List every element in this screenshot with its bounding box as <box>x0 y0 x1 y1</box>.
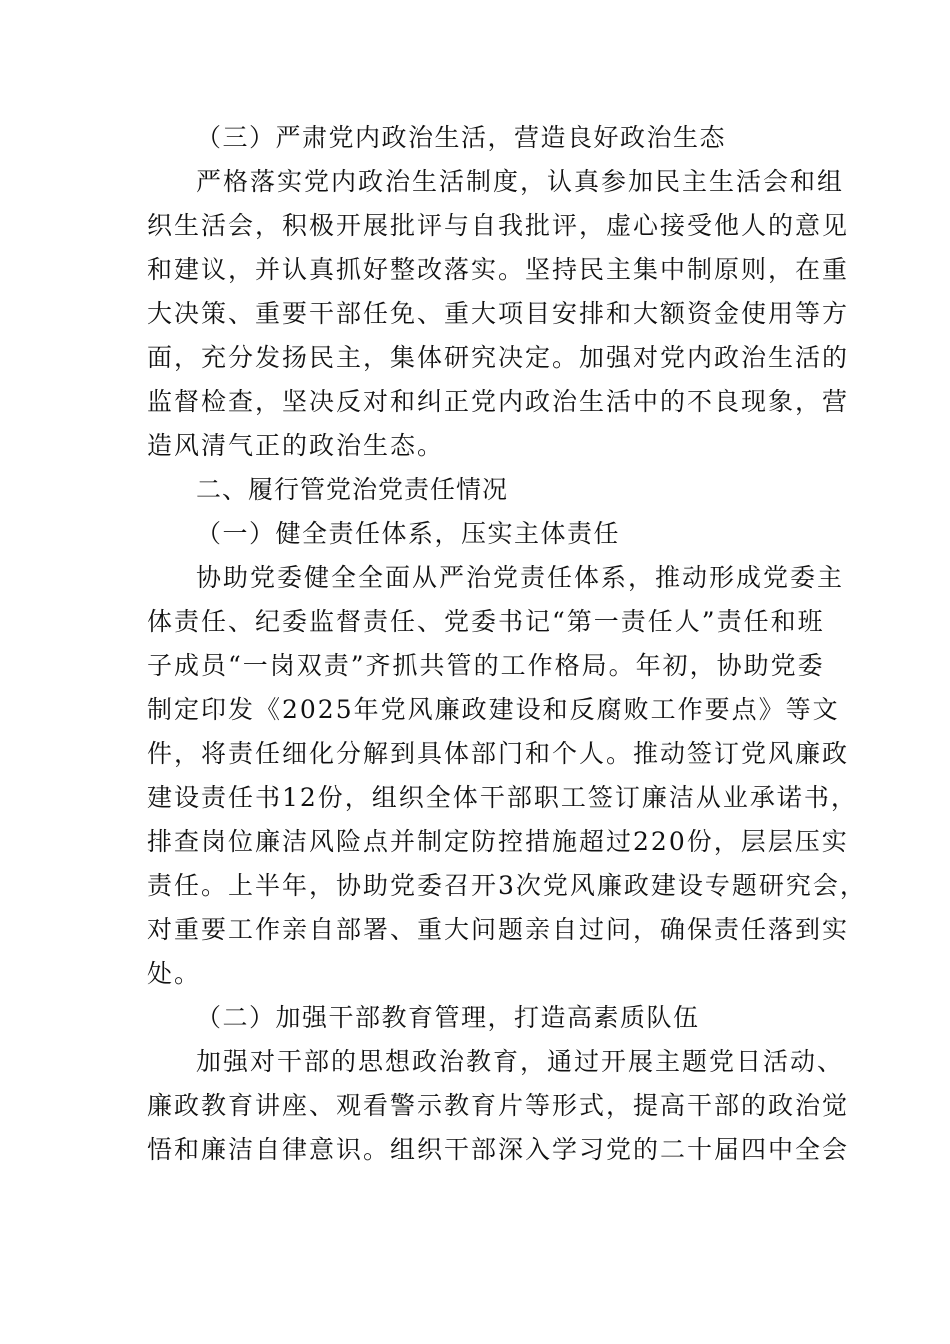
paragraph-line: 对重要工作亲自部署、重大问题亲自过问，确保责任落到实 <box>147 915 850 944</box>
subheading-1: （一）健全责任体系，压实主体责任 <box>196 519 621 548</box>
paragraph-line: 排查岗位廉洁风险点并制定防控措施超过220份，层层压实 <box>147 827 849 856</box>
paragraph-line: 悟和廉洁自律意识。组织干部深入学习党的二十届四中全会 <box>147 1135 850 1164</box>
paragraph-line: 处。 <box>147 959 202 988</box>
paragraph-line: 严格落实党内政治生活制度，认真参加民主生活会和组 <box>196 167 845 196</box>
subheading-3: （三）严肃党内政治生活，营造良好政治生态 <box>196 123 727 152</box>
paragraph-line: 建设责任书12份，组织全体干部职工签订廉洁从业承诺书， <box>147 783 858 812</box>
paragraph-line: 廉政教育讲座、观看警示教育片等形式，提高干部的政治觉 <box>147 1091 850 1120</box>
paragraph-line: 责任。上半年，协助党委召开3次党风廉政建设专题研究会， <box>147 871 867 900</box>
subheading-2: （二）加强干部教育管理，打造高素质队伍 <box>196 1003 700 1032</box>
paragraph-line: 制定印发《2025年党风廉政建设和反腐败工作要点》等文 <box>147 695 840 724</box>
paragraph-line: 大决策、重要干部任免、重大项目安排和大额资金使用等方 <box>147 299 850 328</box>
section-heading: 二、履行管党治党责任情况 <box>196 475 509 504</box>
paragraph-line: 体责任、纪委监督责任、党委书记“第一责任人”责任和班 <box>147 607 825 636</box>
paragraph-line: 造风清气正的政治生态。 <box>147 431 445 460</box>
paragraph-line: 件，将责任细化分解到具体部门和个人。推动签订党风廉政 <box>147 739 850 768</box>
paragraph-line: 协助党委健全全面从严治党责任体系，推动形成党委主 <box>196 563 845 592</box>
paragraph-line: 加强对干部的思想政治教育，通过开展主题党日活动、 <box>196 1047 845 1076</box>
paragraph-line: 和建议，并认真抓好整改落实。坚持民主集中制原则，在重 <box>147 255 850 284</box>
paragraph-line: 监督检查，坚决反对和纠正党内政治生活中的不良现象，营 <box>147 387 850 416</box>
paragraph-line: 面，充分发扬民主，集体研究决定。加强对党内政治生活的 <box>147 343 850 372</box>
paragraph-line: 织生活会，积极开展批评与自我批评，虚心接受他人的意见 <box>147 211 850 240</box>
paragraph-line: 子成员“一岗双责”齐抓共管的工作格局。年初，协助党委 <box>147 651 825 680</box>
